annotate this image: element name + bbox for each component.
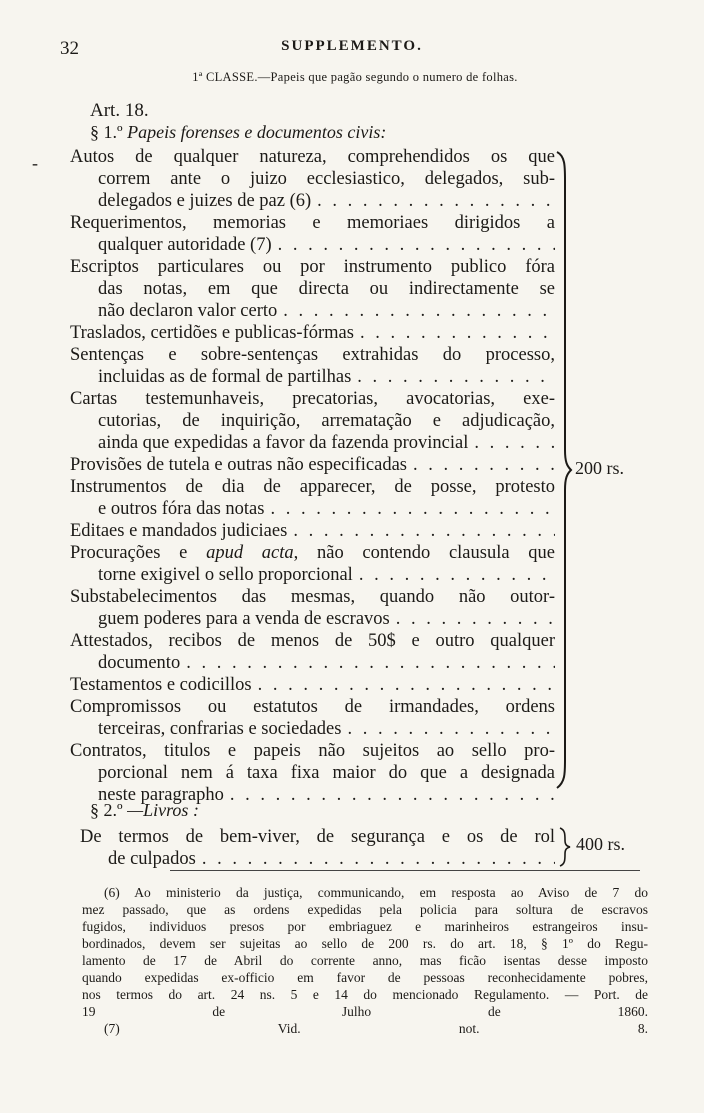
entry-line-text: delegados e juizes de paz (6): [98, 191, 312, 211]
section-1-entry: [70, 388, 555, 454]
entry-line: cutorias, de inquirição, arrematação e adjudicação,: [98, 411, 555, 431]
footnote-line: 19 de Julho de 1860.: [82, 1004, 648, 1019]
section-1-entry: [70, 212, 555, 256]
section-1-entries: [70, 146, 555, 806]
entry-line: [70, 234, 555, 256]
entry-line: Substabelecimentos das mesmas, quando não outor-: [70, 587, 555, 607]
section-2-entry: [80, 826, 555, 870]
section-1-entry: [70, 542, 555, 586]
footnote-line: (6) Ao ministerio da justiça, communicando, em resposta ao Aviso de 7 do: [104, 885, 648, 900]
entry-line: Compromissos ou estatutos de irmandades, ordens: [70, 697, 555, 717]
footnote-line: lamento de 17 de Abril do corrente anno, mas ficão isentas desse imposto: [82, 953, 648, 968]
entry-line: Attestados, recibos de menos de 50$ e outro qualquer: [70, 631, 555, 651]
footnote-line: (7) Vid. not. 8.: [104, 1021, 648, 1036]
footnote-line: nos termos do art. 24 ns. 5 e 14 do mencionado Regulamento. — Port. de: [82, 987, 648, 1002]
section-1-title: Papeis forenses e documentos civis:: [127, 122, 387, 142]
entry-line: De termos de bem-viver, de segurança e os de rol: [80, 827, 555, 847]
section-1-entry: [70, 696, 555, 740]
footnote-line: mez passado, que as ordens expedidas pela policia para soltura de escravos: [82, 902, 648, 917]
entry-line: Escriptos particulares ou por instrumento publico fóra: [70, 257, 555, 277]
section-1-number: § 1.º: [90, 122, 123, 142]
entry-line-text: guem poderes para a venda de escravos: [98, 609, 390, 629]
footnote-line: bordinados, devem ser sujeitas ao sello de 200 rs. do art. 18, § 1º do Regu-: [82, 936, 648, 951]
section-1-price: 200 rs.: [575, 458, 624, 478]
entry-line-text: qualquer autoridade (7): [98, 235, 272, 255]
entry-line: [70, 564, 555, 586]
entry-line: porcional nem á taxa fixa maior do que a designada: [98, 763, 555, 783]
section-1-entry: [70, 256, 555, 322]
section-1-brace: [553, 150, 573, 790]
entry-line: Requerimentos, memorias e memoriaes dirigidos a: [70, 213, 555, 233]
entry-line: [70, 498, 555, 520]
footnote: [82, 1020, 648, 1037]
entry-line: correm ante o juizo ecclesiastico, delegados, sub-: [98, 169, 555, 189]
class-heading: 1ª CLASSE.—Papeis que pagão segundo o numero de folhas.: [192, 70, 518, 84]
entry-line: Cartas testemunhaveis, precatorias, avocatorias, exe-: [70, 389, 555, 409]
section-1-entry: [70, 146, 555, 212]
entry-line: [70, 674, 555, 696]
entry-line: [70, 454, 555, 476]
page-number: 32: [60, 38, 79, 59]
section-1-entry: [70, 740, 555, 806]
entry-line-text: neste paragrapho: [98, 785, 224, 805]
section-1-entry: [70, 674, 555, 696]
section-2-price: 400 rs.: [576, 834, 625, 854]
section-2-title: —Livros :: [127, 800, 199, 820]
footnote-line: fugidos, individuos presos por embriaguez e marinheiros estrangeiros insu-: [82, 919, 648, 934]
entry-line-text: e outros fóra das notas: [98, 499, 265, 519]
entry-line: Sentenças e sobre-sentenças extrahidas do processo,: [70, 345, 555, 365]
entry-line: [70, 432, 555, 454]
entry-line: das notas, em que directa ou indirectamente se: [98, 279, 555, 299]
section-1-entry: [70, 344, 555, 388]
running-title: SUPPLEMENTO.: [281, 38, 423, 54]
entry-line-text: Traslados, certidões e publicas-fórmas: [70, 323, 354, 343]
entry-line-text: incluidas as de formal de partilhas: [98, 367, 352, 387]
section-1-entry: [70, 322, 555, 344]
entry-line-text: terceiras, confrarias e sociedades: [98, 719, 342, 739]
entry-line: [70, 608, 555, 630]
section-2-number: § 2.º: [90, 800, 123, 820]
entry-line: [70, 652, 555, 674]
section-1-entry: [70, 454, 555, 476]
entry-line: [70, 718, 555, 740]
footnote-rule: [170, 870, 640, 871]
entry-line: [70, 366, 555, 388]
footnote-line: quando expedidas ex-officio em favor de pessoas reconhecidamente pobres,: [82, 970, 648, 985]
section-1-entry: [70, 630, 555, 674]
entry-line: [70, 190, 555, 212]
section-2-brace: [556, 826, 572, 868]
entry-line-text: Editaes e mandados judiciaes: [70, 521, 288, 541]
section-1-entry: [70, 586, 555, 630]
entry-line-text: ainda que expedidas a favor da fazenda provincial: [98, 433, 469, 453]
entry-line-text: Provisões de tutela e outras não especificadas: [70, 455, 407, 475]
section-2-heading: [90, 800, 199, 821]
entry-line: Procurações e apud acta, não contendo clausula que: [70, 543, 555, 563]
article-heading: Art. 18.: [90, 100, 149, 121]
entry-line: Instrumentos de dia de apparecer, de posse, protesto: [70, 477, 555, 497]
footnote: [82, 884, 648, 1020]
entry-line-text: não declaron valor certo: [98, 301, 278, 321]
entry-line-text: documento: [98, 653, 181, 673]
entry-line-text: Testamentos e codicillos: [70, 675, 252, 695]
entry-line: [70, 322, 555, 344]
entry-line: Autos de qualquer natureza, comprehendidos os que: [70, 147, 555, 167]
entry-line: Contratos, titulos e papeis não sujeitos ao sello pro-: [70, 741, 555, 761]
footnotes: [82, 884, 648, 1037]
entry-line-text: de culpados: [108, 849, 196, 869]
section-1-heading: [90, 122, 386, 143]
section-2-entries: [80, 826, 555, 870]
entry-line: [70, 300, 555, 322]
margin-dash: -: [32, 153, 38, 173]
entry-line: [70, 520, 555, 542]
section-1-entry: [70, 476, 555, 520]
entry-line-text: torne exigivel o sello proporcional: [98, 565, 353, 585]
section-1-entry: [70, 520, 555, 542]
entry-line: [80, 848, 555, 870]
